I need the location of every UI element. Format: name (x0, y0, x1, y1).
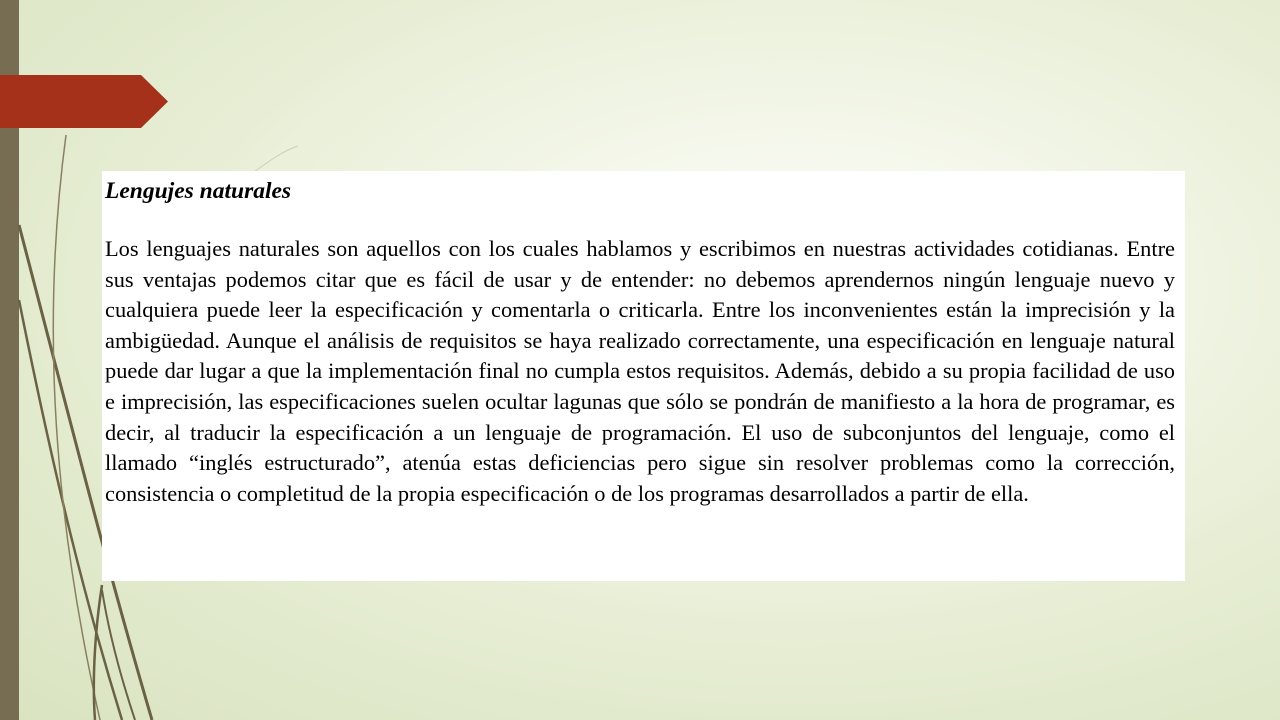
section-heading: Lengujes naturales (105, 178, 292, 204)
title-tab-arrow (0, 75, 168, 128)
text-card (102, 171, 1185, 581)
body-paragraph: Los lenguajes naturales son aquellos con los cuales hablamos y escribimos en nuestras actividades cotidianas. Entre sus ventajas podemos citar que es fácil de usar y de entender: no debemos aprendernos ningún lenguaje nuevo y cualquiera puede leer la especificación y comentarla o criticarla. Entre los inconvenientes están la imprecisión y la ambigüedad. Aunque el análisis de requisitos se haya realizado correctamente, una especificación en lenguaje natural puede dar lugar a que la implementación final no cumpla estos requisitos. Además, debido a su propia facilidad de uso e imprecisión, las especificaciones suelen ocultar lagunas que sólo se pondrán de manifiesto a la hora de programar, es decir, al traducir la especificación a un lenguaje de programación. El uso de subconjuntos del lenguaje, como el llamado “inglés estructurado”, atenúa estas deficiencias pero sigue sin resolver problemas como la corrección, consistencia o completitud de la propia especificación o de los programas desarrollados a partir de ella. (105, 236, 1175, 506)
